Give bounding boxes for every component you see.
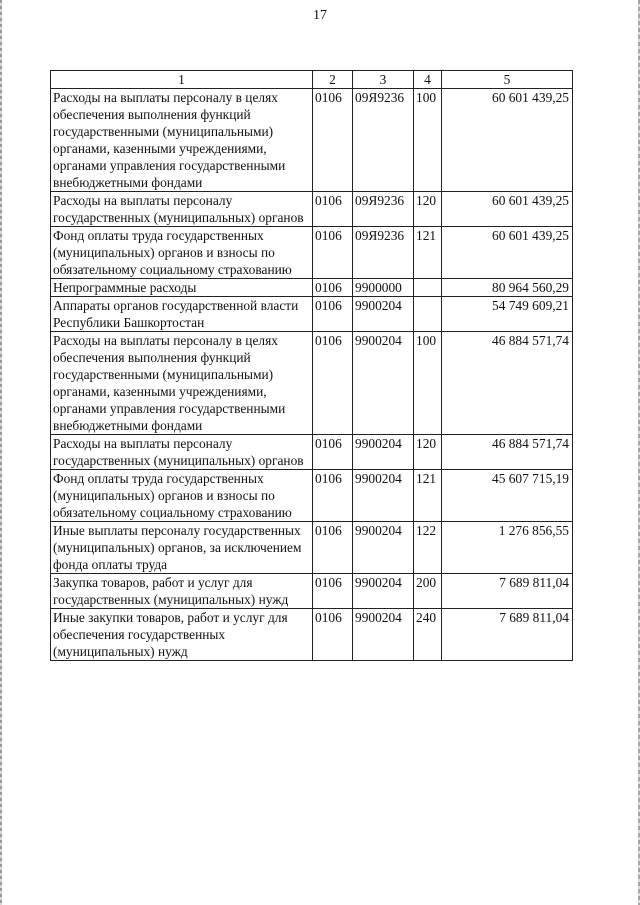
table-row <box>51 609 573 661</box>
header-col-4: 4 <box>414 71 442 89</box>
cell-name: Фонд оплаты труда государственных (муниципальных) органов и взносы по обязательному социальному страхованию <box>51 470 313 522</box>
cell-name: Аппараты органов государственной власти Республики Башкортостан <box>51 297 313 332</box>
cell-section: 0106 <box>313 297 353 332</box>
cell-amount: 54 749 609,21 <box>442 297 573 332</box>
cell-type: 120 <box>414 435 442 470</box>
cell-section: 0106 <box>313 89 353 192</box>
cell-type: 200 <box>414 574 442 609</box>
cell-section: 0106 <box>313 435 353 470</box>
page-edge-left <box>0 0 2 905</box>
header-row <box>51 71 573 89</box>
table-row <box>51 470 573 522</box>
cell-amount: 1 276 856,55 <box>442 522 573 574</box>
table-row <box>51 435 573 470</box>
cell-amount: 60 601 439,25 <box>442 192 573 227</box>
cell-section: 0106 <box>313 470 353 522</box>
cell-name: Расходы на выплаты персоналу в целях обеспечения выполнения функций государственными (муниципальными) органами, казенными учреждениями, органами управления государственными внебюджетными фондами <box>51 332 313 435</box>
cell-type <box>414 297 442 332</box>
cell-type: 100 <box>414 89 442 192</box>
cell-target: 9900204 <box>353 332 414 435</box>
cell-target: 09Я9236 <box>353 227 414 279</box>
table-row <box>51 522 573 574</box>
cell-type: 120 <box>414 192 442 227</box>
cell-name: Расходы на выплаты персоналу государственных (муниципальных) органов <box>51 435 313 470</box>
header-col-5: 5 <box>442 71 573 89</box>
cell-amount: 7 689 811,04 <box>442 574 573 609</box>
table-row <box>51 227 573 279</box>
cell-amount: 46 884 571,74 <box>442 435 573 470</box>
cell-section: 0106 <box>313 522 353 574</box>
budget-table <box>50 70 573 661</box>
cell-type <box>414 279 442 297</box>
cell-name: Иные закупки товаров, работ и услуг для обеспечения государственных (муниципальных) нужд <box>51 609 313 661</box>
cell-type: 100 <box>414 332 442 435</box>
cell-target: 9900204 <box>353 574 414 609</box>
cell-target: 09Я9236 <box>353 89 414 192</box>
cell-target: 9900204 <box>353 297 414 332</box>
header-col-2: 2 <box>313 71 353 89</box>
cell-amount: 7 689 811,04 <box>442 609 573 661</box>
table-row <box>51 332 573 435</box>
cell-section: 0106 <box>313 574 353 609</box>
table-row <box>51 89 573 192</box>
table-row <box>51 192 573 227</box>
cell-name: Иные выплаты персоналу государственных (муниципальных) органов, за исключением фонда оплаты труда <box>51 522 313 574</box>
cell-section: 0106 <box>313 227 353 279</box>
cell-type: 121 <box>414 227 442 279</box>
cell-amount: 60 601 439,25 <box>442 227 573 279</box>
cell-target: 9900204 <box>353 609 414 661</box>
cell-target: 9900204 <box>353 522 414 574</box>
header-col-1: 1 <box>51 71 313 89</box>
cell-target: 9900204 <box>353 470 414 522</box>
cell-amount: 60 601 439,25 <box>442 89 573 192</box>
cell-section: 0106 <box>313 279 353 297</box>
table-header <box>51 71 573 89</box>
cell-type: 121 <box>414 470 442 522</box>
cell-name: Непрограммные расходы <box>51 279 313 297</box>
cell-target: 9900204 <box>353 435 414 470</box>
header-col-3: 3 <box>353 71 414 89</box>
table-row <box>51 297 573 332</box>
cell-target: 9900000 <box>353 279 414 297</box>
table-body <box>51 89 573 661</box>
cell-name: Расходы на выплаты персоналу в целях обеспечения выполнения функций государственными (муниципальными) органами, казенными учреждениями, органами управления государственными внебюджетными фондами <box>51 89 313 192</box>
cell-name: Закупка товаров, работ и услуг для государственных (муниципальных) нужд <box>51 574 313 609</box>
cell-section: 0106 <box>313 192 353 227</box>
cell-amount: 46 884 571,74 <box>442 332 573 435</box>
table-row <box>51 279 573 297</box>
cell-type: 122 <box>414 522 442 574</box>
cell-amount: 80 964 560,29 <box>442 279 573 297</box>
cell-amount: 45 607 715,19 <box>442 470 573 522</box>
cell-type: 240 <box>414 609 442 661</box>
cell-name: Фонд оплаты труда государственных (муниципальных) органов и взносы по обязательному социальному страхованию <box>51 227 313 279</box>
cell-section: 0106 <box>313 332 353 435</box>
cell-section: 0106 <box>313 609 353 661</box>
cell-name: Расходы на выплаты персоналу государственных (муниципальных) органов <box>51 192 313 227</box>
cell-target: 09Я9236 <box>353 192 414 227</box>
page-number: 17 <box>313 8 327 23</box>
table-row <box>51 574 573 609</box>
